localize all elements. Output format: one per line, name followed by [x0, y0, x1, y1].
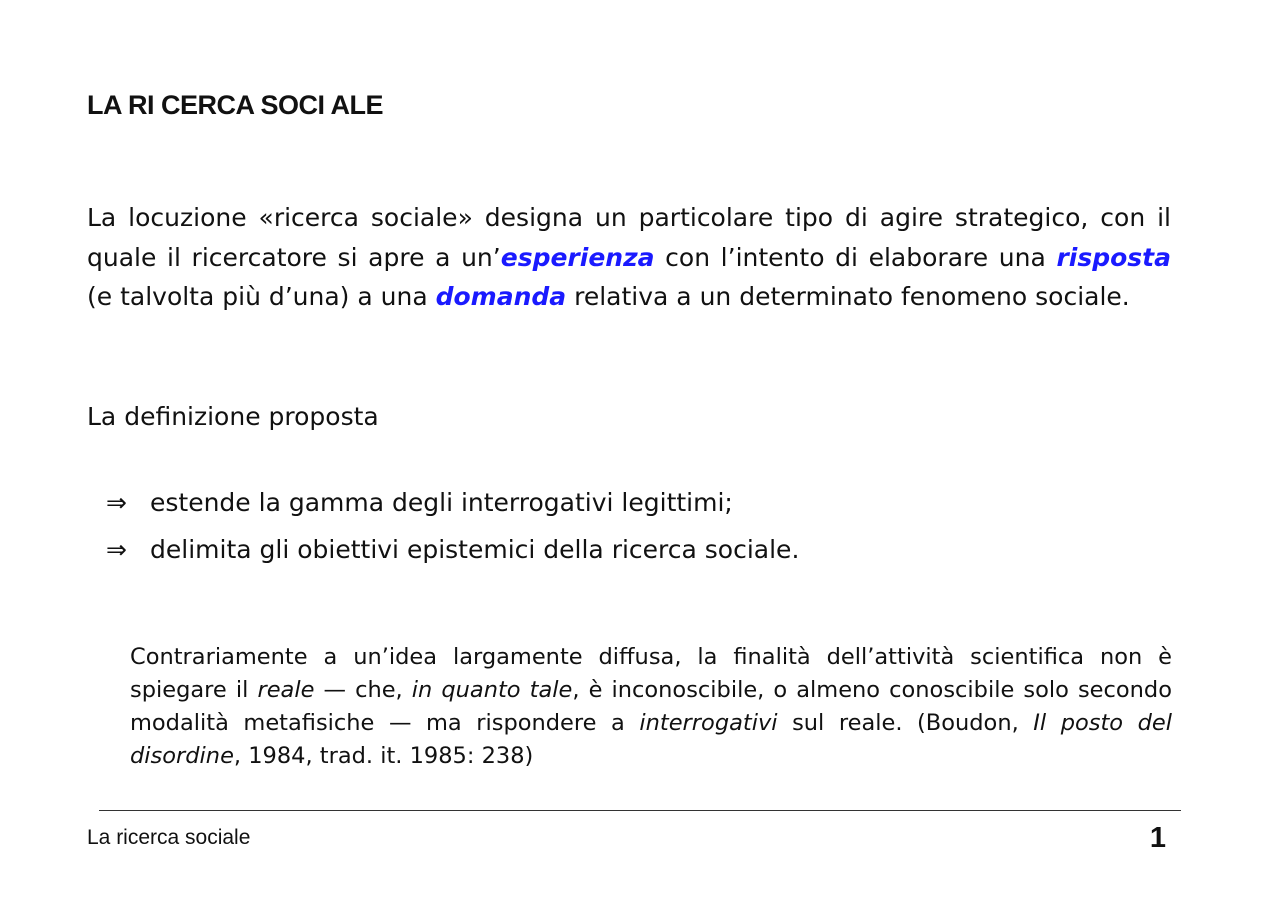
list-item — [106, 526, 799, 573]
page-number: 1 — [1149, 822, 1166, 854]
quote-text-5: , 1984, trad. it. 1985: 238) — [233, 743, 534, 769]
quote-italic-in-quanto-tale: in quanto tale — [411, 677, 573, 703]
quote-italic-reale: reale — [257, 677, 315, 703]
intro-text-3: (e talvolta più d’una) a una — [87, 282, 436, 311]
intro-text-4: relativa a un determinato fenomeno sociale. — [566, 282, 1130, 311]
quote-text-4: sul reale. (Boudon, — [777, 710, 1034, 736]
bullet-list — [106, 479, 799, 573]
boudon-quote — [130, 641, 1172, 773]
quote-text-3: , è inconoscibile, o almeno conoscibile solo secondo modalità metafisiche — ma rispondere a — [130, 677, 1172, 736]
keyword-esperienza: esperienza — [500, 242, 655, 272]
list-item — [106, 479, 799, 526]
footer-label: La ricerca sociale — [87, 826, 251, 849]
footer-divider — [99, 810, 1181, 811]
bullet-text: delimita gli obiettivi epistemici della ricerca sociale. — [150, 535, 800, 564]
intro-text-1: La locuzione «ricerca sociale» designa un particolare tipo di agire strategico, con il quale il ricercatore si apre a un’ — [87, 203, 1171, 272]
definition-lead: La definizione proposta — [87, 402, 379, 431]
page-title: LA RI CERCA SOCI ALE — [87, 90, 384, 120]
quote-italic-interrogativi: interrogativi — [639, 710, 778, 736]
intro-text-2: con l’intento di elaborare una — [654, 242, 1057, 272]
quote-italic-book-title: Il posto del disordine — [130, 710, 1172, 769]
keyword-domanda: domanda — [435, 282, 567, 311]
quote-text-2: — che, — [314, 677, 412, 703]
implies-arrow-icon: ⇒ — [106, 535, 127, 564]
implies-arrow-icon: ⇒ — [106, 488, 127, 517]
intro-paragraph — [87, 198, 1171, 317]
quote-text-1: Contrariamente a un’idea largamente diffusa, la finalità dell’attività scientifica non è spiegare il — [130, 644, 1172, 703]
keyword-risposta: risposta — [1056, 242, 1171, 272]
bullet-text: estende la gamma degli interrogativi legittimi; — [150, 488, 733, 517]
